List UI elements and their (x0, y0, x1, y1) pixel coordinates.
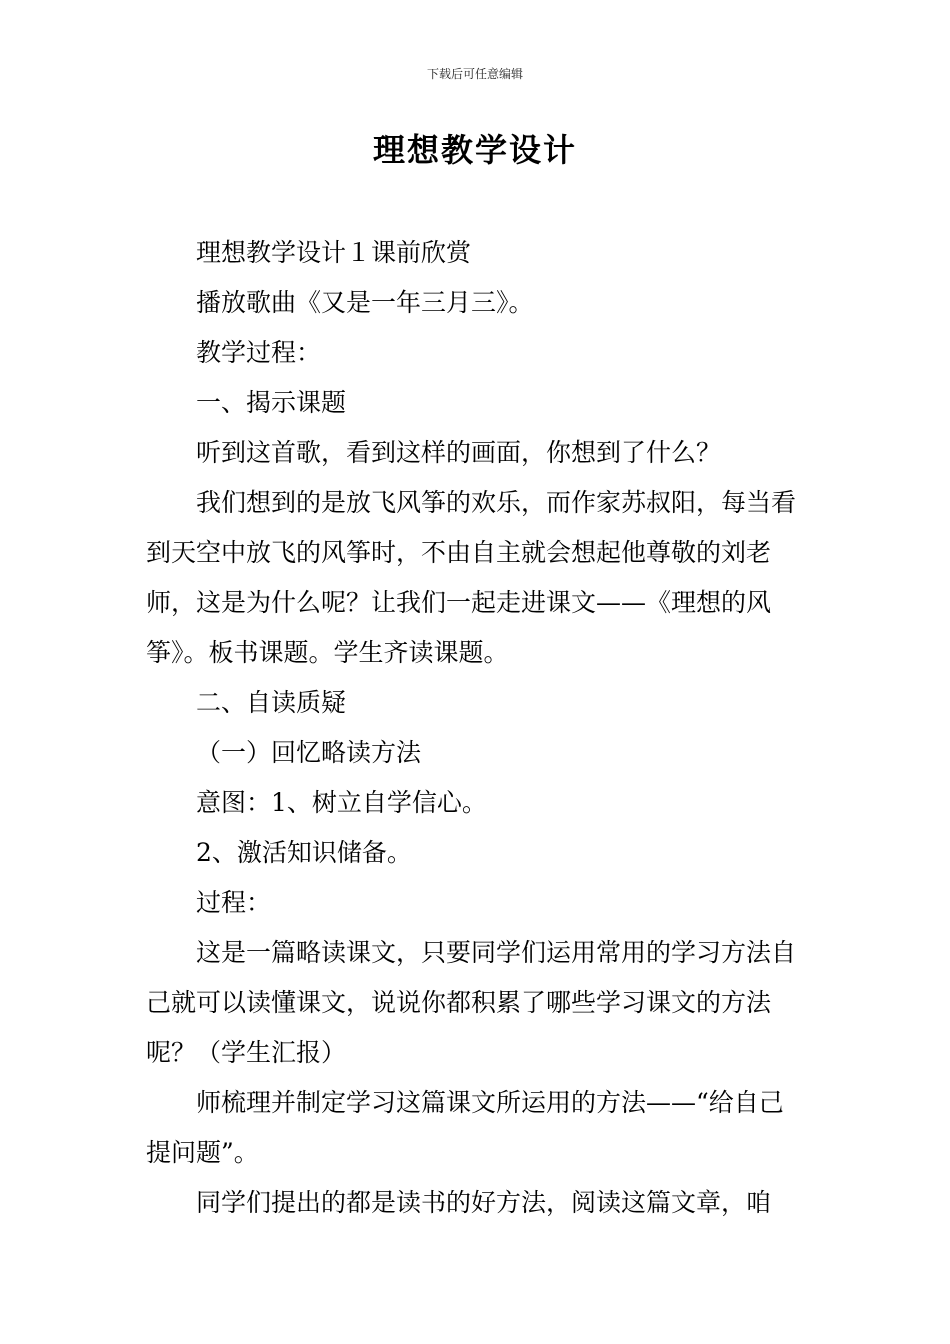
paragraph-7: 二、自读质疑 (196, 688, 347, 717)
paragraph-12: 这是一篇略读课文，只要同学们运用常用的学习方法自己就可以读懂课文，说说你都积累了哪些学习课文的方法呢？（学生汇报） (146, 938, 797, 1067)
paragraph-1: 理想教学设计１课前欣赏 (196, 238, 472, 267)
paragraph-13: 师梳理并制定学习这篇课文所运用的方法——“给自己提问题”。 (146, 1088, 784, 1167)
paragraph-5: 听到这首歌，看到这样的画面，你想到了什么？ (196, 438, 722, 467)
paragraph-4: 一、揭示课题 (196, 388, 347, 417)
document-body (146, 228, 808, 1228)
paragraph-6: 我们想到的是放飞风筝的欢乐，而作家苏叔阳，每当看到天空中放飞的风筝时，不由自主就会想起他尊敬的刘老师，这是为什么呢？让我们一起走进课文——《理想的风筝》。板书课题。学生齐读课题。 (146, 488, 797, 667)
paragraph-2: 播放歌曲《又是一年三月三》。 (196, 288, 534, 317)
paragraph-14: 同学们提出的都是读书的好方法，阅读这篇文章，咱 (196, 1188, 772, 1217)
document-title: 理想教学设计 (372, 131, 577, 169)
paragraph-11: 过程： (196, 888, 272, 917)
paragraph-8: （一）回忆略读方法 (196, 738, 422, 767)
header-note: 下载后可任意编辑 (426, 67, 523, 81)
paragraph-10: 2、激活知识储备。 (196, 838, 412, 867)
paragraph-3: 教学过程： (196, 338, 322, 367)
paragraph-9: 意图：1、树立自学信心。 (196, 788, 487, 817)
